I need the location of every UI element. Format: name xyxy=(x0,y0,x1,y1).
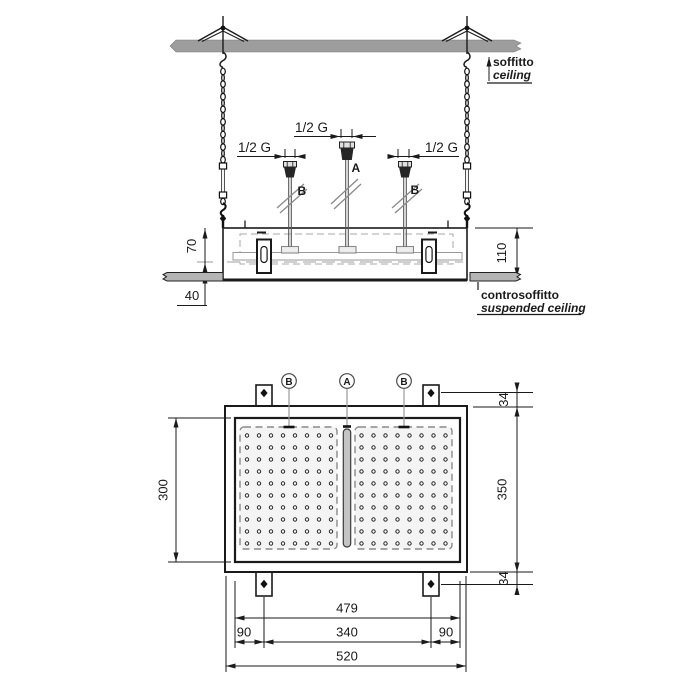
pipe-fitting-icon xyxy=(284,167,296,178)
callout-b-left xyxy=(282,374,297,389)
bracket-slot-left xyxy=(261,247,267,263)
svg-text:1/2 G: 1/2 G xyxy=(425,140,459,155)
callout-a-center xyxy=(340,374,355,389)
dimension-110 xyxy=(475,228,533,278)
dim-ceiling-gap: 40 xyxy=(184,288,200,303)
svg-text:B: B xyxy=(285,377,293,388)
ceiling-label xyxy=(487,55,534,83)
svg-text:A: A xyxy=(343,377,351,388)
dim-total-depth: 110 xyxy=(494,242,509,264)
fitting-label-center xyxy=(294,120,376,138)
suspended-label-it: controsoffitto xyxy=(481,288,559,302)
pipe-flange-right xyxy=(397,247,414,254)
dim-plate-depth: 70 xyxy=(184,238,199,254)
dim-total-width: 520 xyxy=(336,648,358,664)
dim-tab-left: 90 xyxy=(236,624,252,640)
spray-panel-right xyxy=(355,427,452,549)
suspended-label-en: suspended ceiling xyxy=(481,301,586,315)
svg-text:B: B xyxy=(400,377,408,388)
pipe-flange-left xyxy=(282,247,299,254)
section-view xyxy=(163,16,586,315)
ceiling-label-en: ceiling xyxy=(493,68,532,82)
pipe-flange-center xyxy=(339,247,356,254)
suspended-ceiling-left xyxy=(163,273,223,282)
svg-text:1/2 G: 1/2 G xyxy=(295,120,329,135)
svg-text:1/2 G: 1/2 G xyxy=(238,140,272,155)
recessed-body-section xyxy=(197,221,467,281)
dim-tab-right: 90 xyxy=(438,624,454,640)
suspended-ceiling-right xyxy=(470,273,521,282)
dim-panel-height: 300 xyxy=(155,479,171,501)
dim-tab-span: 340 xyxy=(336,624,358,640)
bracket-slot-right xyxy=(426,247,432,263)
ceiling-label-it: soffitto xyxy=(493,55,534,69)
dimension-300 xyxy=(156,418,232,562)
pipe-center-letter: A xyxy=(351,161,361,175)
pipe-right-letter: B xyxy=(410,183,420,197)
dim-body-height: 350 xyxy=(494,478,510,501)
plan-view xyxy=(156,374,534,672)
suspended-ceiling-label xyxy=(477,282,586,315)
pipe-break-mark xyxy=(331,179,358,204)
pipe-fitting-icon xyxy=(399,167,411,178)
pipe-fitting-icon xyxy=(341,148,354,160)
central-waterfall-slot xyxy=(343,429,350,547)
fitting-label-left xyxy=(237,140,303,158)
dim-tab-bottom: 34 xyxy=(496,571,511,586)
spray-panel-left xyxy=(240,427,337,549)
dim-tab-top: 34 xyxy=(496,392,511,407)
callout-b-right xyxy=(397,374,412,389)
dim-inner-width: 479 xyxy=(336,600,358,616)
fitting-label-right xyxy=(390,140,459,158)
pipe-left-letter: B xyxy=(297,184,307,198)
dimension-70-40 xyxy=(177,228,207,306)
